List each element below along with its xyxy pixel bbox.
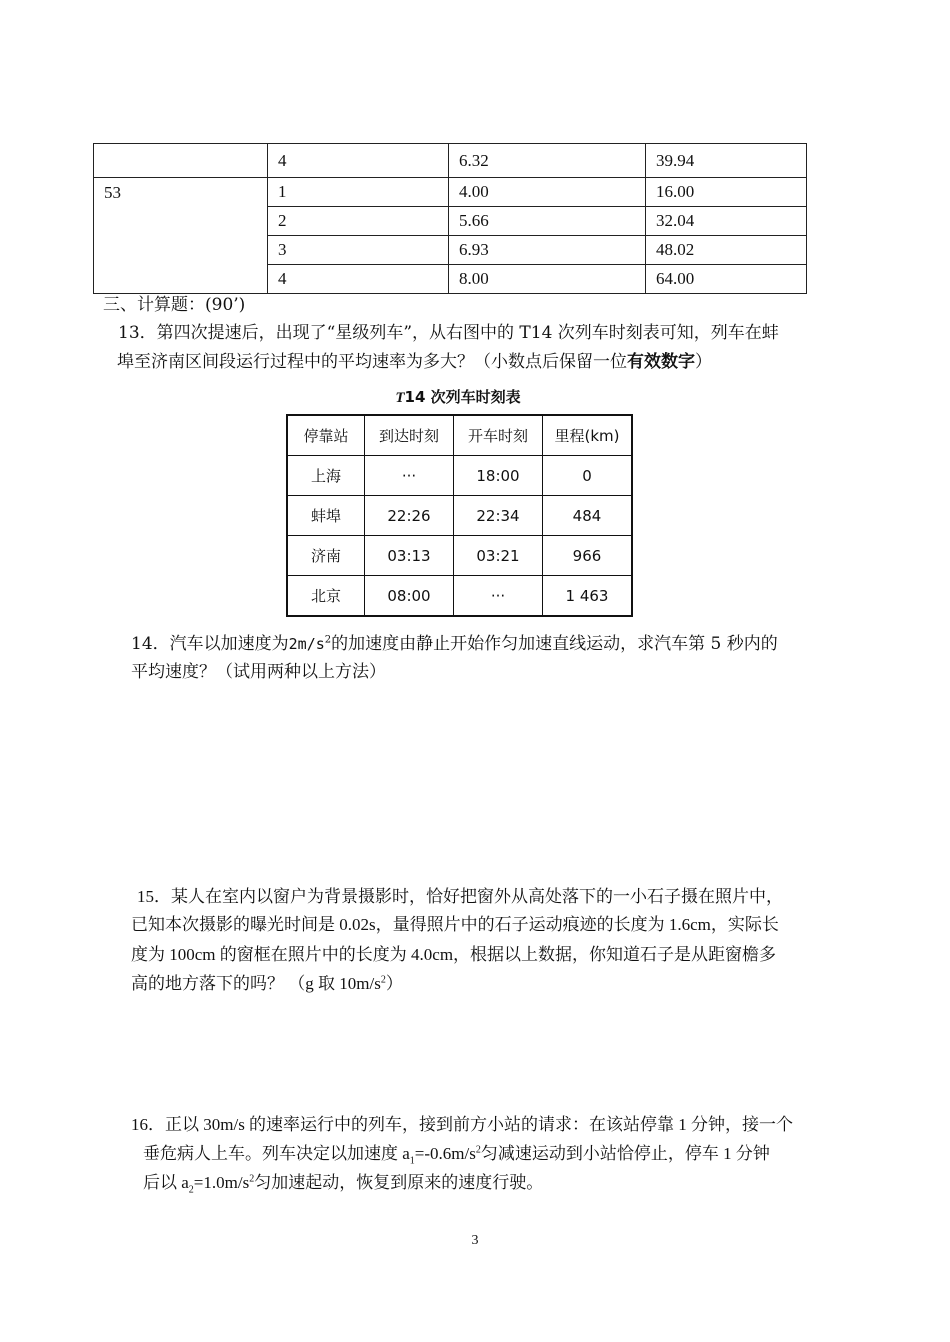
table-cell: 32.04 bbox=[646, 207, 807, 236]
table-cell: 5.66 bbox=[449, 207, 646, 236]
table-cell: 4 bbox=[268, 265, 449, 294]
table-cell: 2 bbox=[268, 207, 449, 236]
q15-text: 高的地方落下的吗？ （g 取 10m/s bbox=[131, 974, 381, 993]
timetable-cell: 18:00 bbox=[454, 456, 543, 496]
q14-line-2: 平均速度？（试用两种以上方法） bbox=[131, 662, 386, 682]
timetable-row bbox=[287, 576, 632, 617]
timetable-row bbox=[287, 496, 632, 536]
timetable-header: 里程(km) bbox=[543, 415, 633, 456]
q16-exponent: 2 bbox=[475, 1144, 481, 1156]
q16-line-3 bbox=[143, 1170, 543, 1196]
table-cell: 8.00 bbox=[449, 265, 646, 294]
q15-line-4 bbox=[131, 971, 403, 997]
q14-text-rest: 的加速度由静止开始作匀加速直线运动，求汽车第 5 秒内的 bbox=[331, 634, 778, 654]
timetable-cell: 济南 bbox=[287, 536, 365, 576]
timetable-cell: 1 463 bbox=[543, 576, 633, 617]
q15-line-2: 已知本次摄影的曝光时间是 0.02s，量得照片中的石子运动痕迹的长度为 1.6cm，实际长 bbox=[131, 915, 779, 934]
timetable-cell: 03:13 bbox=[365, 536, 454, 576]
q14-line-1 bbox=[131, 631, 778, 657]
q13-line-1: 13．第四次提速后，出现了“星级列车”，从右图中的 T14 次列车时刻表可知，列车在蚌 bbox=[118, 323, 779, 343]
table-cell: 48.02 bbox=[646, 236, 807, 265]
q13-line-2 bbox=[117, 349, 712, 375]
table-cell: 4.00 bbox=[449, 178, 646, 207]
q16-subscript: 2 bbox=[188, 1184, 194, 1196]
q16-text: 垂危病人上车。列车决定以加速度 a bbox=[143, 1144, 410, 1163]
table-cell: 64.00 bbox=[646, 265, 807, 294]
section-heading: 三、计算题：(90’) bbox=[103, 295, 246, 315]
timetable-cell: 966 bbox=[543, 536, 633, 576]
timetable-cell: ··· bbox=[365, 456, 454, 496]
q16-exponent: 2 bbox=[249, 1173, 255, 1185]
table-row bbox=[94, 178, 807, 207]
timetable-cell: 蚌埠 bbox=[287, 496, 365, 536]
table-cell: 39.94 bbox=[646, 144, 807, 178]
q15-line-3: 度为 100cm 的窗框在照片中的长度为 4.0cm，根据以上数据，你知道石子是从距窗檐多 bbox=[131, 945, 777, 964]
timetable-title-rest: 14 次列车时刻表 bbox=[404, 388, 521, 406]
q16-subscript: 1 bbox=[409, 1155, 415, 1167]
timetable-row bbox=[287, 456, 632, 496]
timetable-cell: 0 bbox=[543, 456, 633, 496]
q14-text: 14．汽车以加速度为 bbox=[131, 634, 289, 654]
timetable-row bbox=[287, 536, 632, 576]
q14-accel: 2m/s bbox=[288, 635, 325, 653]
table-cell: 4 bbox=[268, 144, 449, 178]
table-cell: 16.00 bbox=[646, 178, 807, 207]
q16-text: 匀减速运动到小站恰停止，停车 1 分钟 bbox=[480, 1144, 770, 1163]
q16-text: =-0.6m/s bbox=[414, 1144, 476, 1163]
table-cell bbox=[94, 144, 268, 178]
timetable-cell: 上海 bbox=[287, 456, 365, 496]
timetable-cell: ··· bbox=[454, 576, 543, 617]
timetable-header: 停靠站 bbox=[287, 415, 365, 456]
q15-exponent: 2 bbox=[380, 974, 386, 986]
timetable-cell: 22:26 bbox=[365, 496, 454, 536]
table-row bbox=[94, 144, 807, 178]
table-cell: 1 bbox=[268, 178, 449, 207]
timetable-cell: 22:34 bbox=[454, 496, 543, 536]
q16-text: 匀加速起动，恢复到原来的速度行驶。 bbox=[254, 1173, 544, 1192]
timetable-cell: 484 bbox=[543, 496, 633, 536]
q13-text: 埠至济南区间段运行过程中的平均速率为多大？（小数点后保留一位 bbox=[117, 352, 627, 372]
table-cell: 53 bbox=[94, 178, 268, 294]
data-table bbox=[93, 143, 807, 294]
timetable-title bbox=[288, 386, 628, 407]
table-cell: 6.93 bbox=[449, 236, 646, 265]
q15-line-1: 15．某人在室内以窗户为背景摄影时，恰好把窗外从高处落下的一小石子摄在照片中， bbox=[137, 887, 783, 906]
q16-text: 后以 a bbox=[143, 1173, 189, 1192]
q16-line-2 bbox=[143, 1141, 770, 1167]
timetable-cell: 北京 bbox=[287, 576, 365, 617]
q16-line-1: 16．正以 30m/s 的速率运行中的列车，接到前方小站的请求：在该站停靠 1 分钟，接一个 bbox=[131, 1115, 794, 1134]
timetable-cell: 03:21 bbox=[454, 536, 543, 576]
timetable-title-italic: T bbox=[395, 390, 405, 406]
table-cell: 3 bbox=[268, 236, 449, 265]
q13-bold-text: 有效数字 bbox=[627, 352, 695, 372]
table-cell: 6.32 bbox=[449, 144, 646, 178]
page-number: 3 bbox=[471, 1233, 479, 1248]
timetable-header-row bbox=[287, 415, 632, 456]
q15-text-end: ） bbox=[385, 974, 403, 993]
timetable-header: 开车时刻 bbox=[454, 415, 543, 456]
timetable bbox=[286, 414, 633, 617]
q14-accel-exponent: 2 bbox=[324, 634, 332, 646]
timetable-cell: 08:00 bbox=[365, 576, 454, 617]
q13-text-end: ） bbox=[695, 352, 712, 372]
timetable-header: 到达时刻 bbox=[365, 415, 454, 456]
q16-text: =1.0m/s bbox=[193, 1173, 250, 1192]
